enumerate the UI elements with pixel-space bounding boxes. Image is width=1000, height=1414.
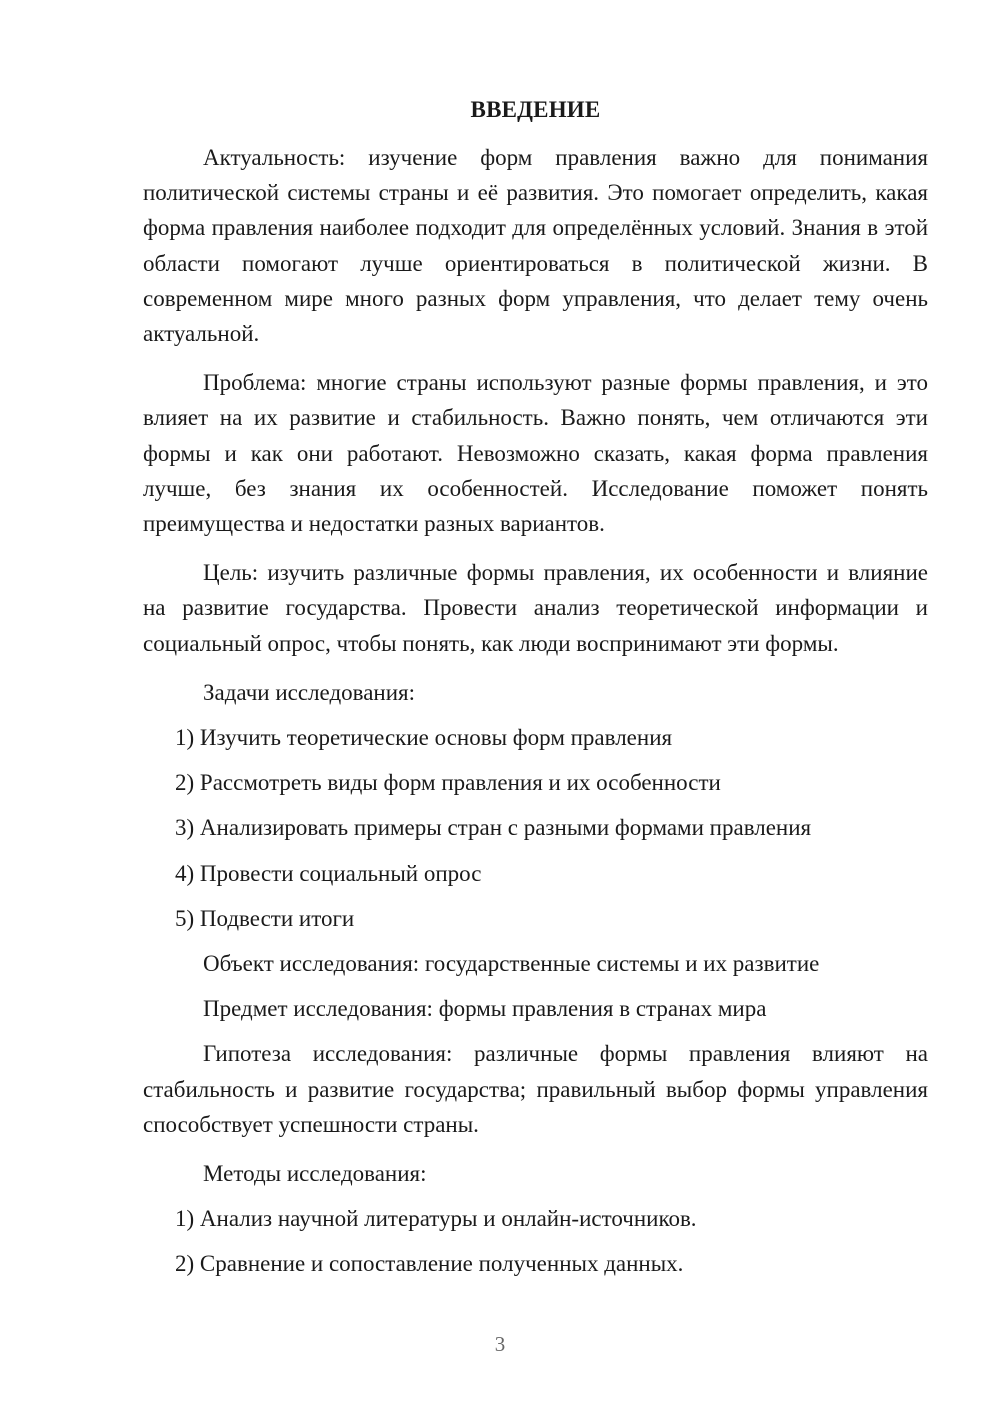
task-item: 2) Рассмотреть виды форм правления и их особенности [175,770,721,796]
methods-heading: Методы исследования: [203,1161,427,1187]
problem-paragraph: Проблема: многие страны используют разные формы правления, и это влияет на их развитие и стабильность. Важно понять, чем отличаются эти формы и как они работают. Невозможно сказать, какая форма правления лучше, без знания их особенностей. Исследование поможет понять преимущества и недостатки разных вариантов. [143,370,928,537]
task-item: 4) Провести социальный опрос [175,860,482,886]
method-item: 2) Сравнение и сопоставление полученных данных. [175,1251,684,1277]
page-number: 3 [494,1332,506,1356]
tasks-heading: Задачи исследования: [203,679,416,705]
goal-paragraph: Цель: изучить различные формы правления, их особенности и влияние на развитие государства. Провести анализ теоретической информации и социальный опрос, чтобы понять, как люди воспринимают эти формы. [143,560,928,656]
task-item: 3) Анализировать примеры стран с разными формами правления [175,815,812,841]
relevance-paragraph: Актуальность: изучение форм правления важно для понимания политической системы страны и её развития. Это помогает определить, какая форма правления наиболее подходит для определённых условий. Знания в этой области помогают лучше ориентироваться в политической жизни. В современном мире много разных форм управления, что делает тему очень актуальной. [143,145,928,347]
task-item: 1) Изучить теоретические основы форм правления [175,725,673,751]
task-item: 5) Подвести итоги [175,905,355,931]
research-subject: Предмет исследования: формы правления в странах мира [203,996,767,1022]
hypothesis-paragraph: Гипотеза исследования: различные формы правления влияют на стабильность и развитие государства; правильный выбор формы управления способствует успешности страны. [143,1041,928,1137]
method-item: 1) Анализ научной литературы и онлайн-источников. [175,1206,697,1232]
page-title: ВВЕДЕНИЕ [470,97,601,122]
document-page [143,92,928,1292]
research-object: Объект исследования: государственные системы и их развитие [203,951,820,977]
